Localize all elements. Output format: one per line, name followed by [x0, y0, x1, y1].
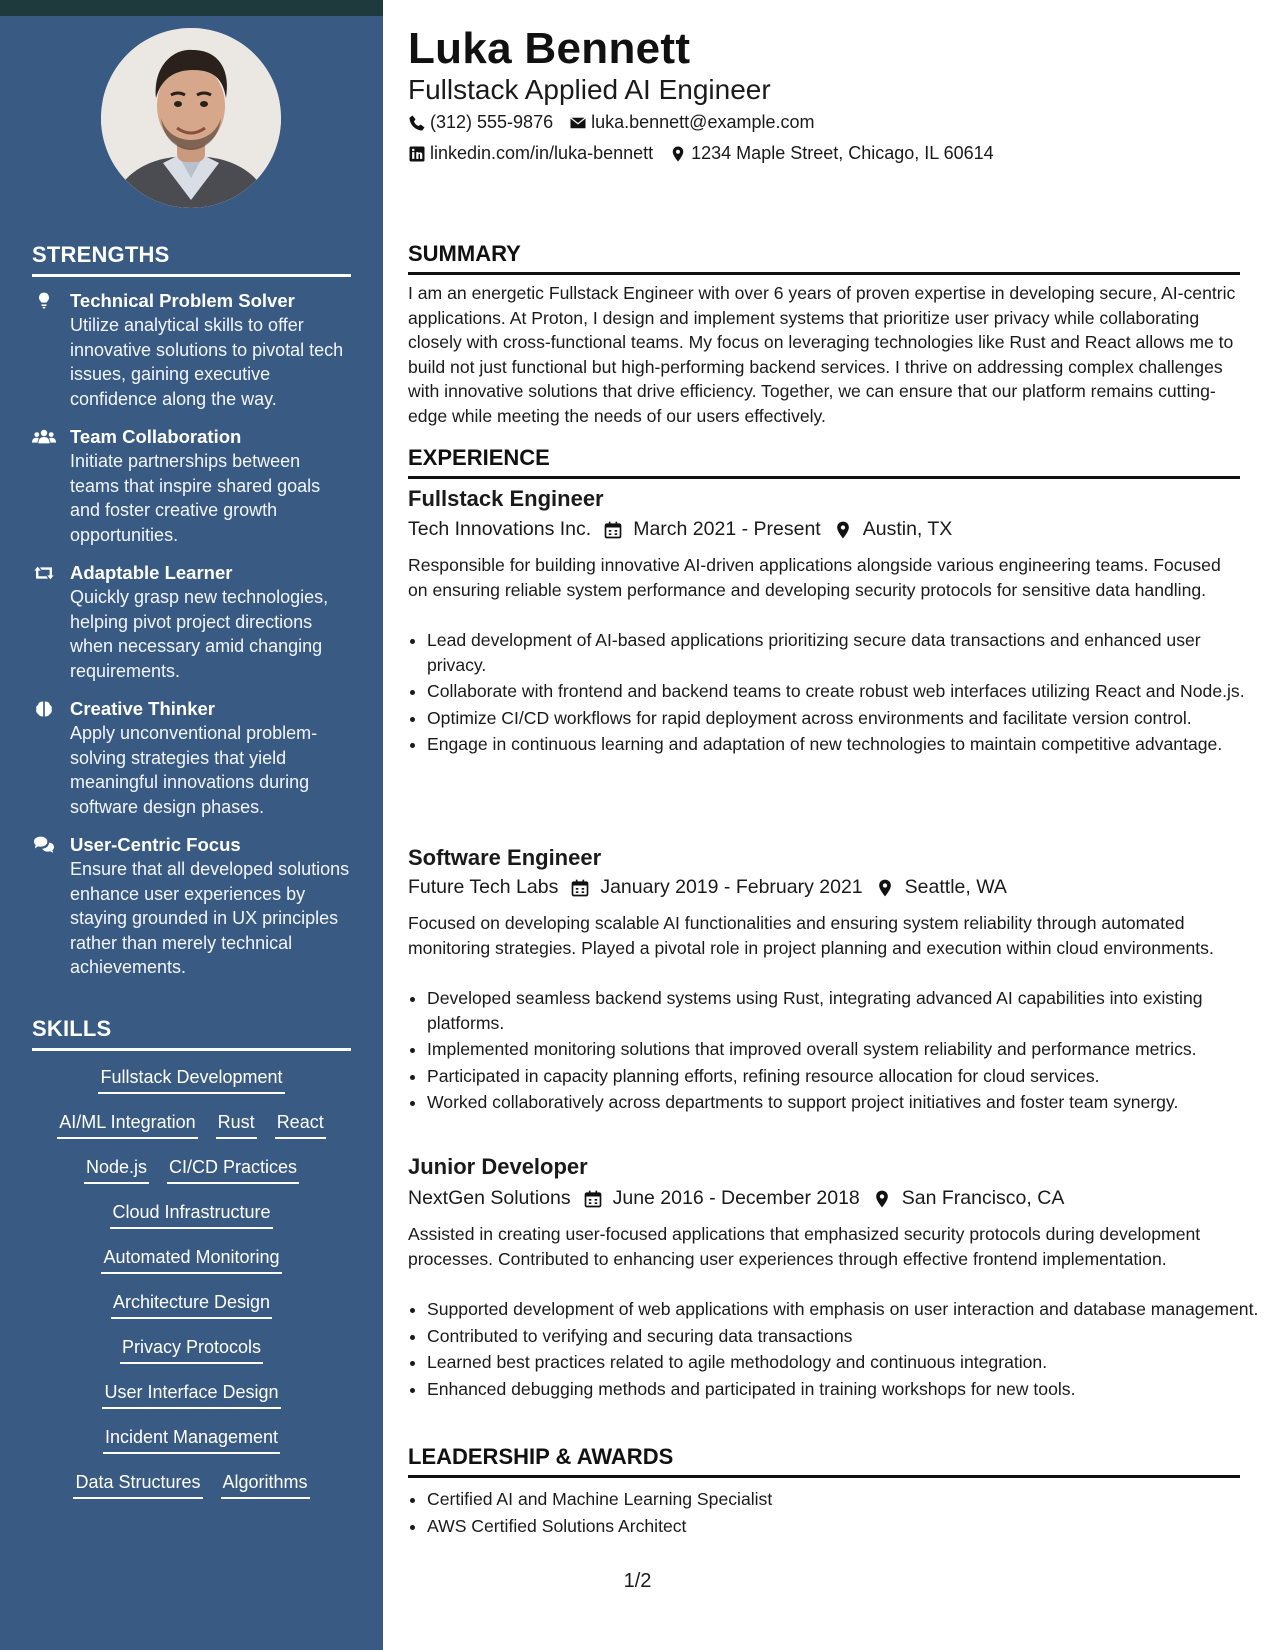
- list-item: • Participated in capacity planning efforts, refining resource allocation for cloud services.: [427, 1064, 1259, 1089]
- strength-title: Adaptable Learner: [70, 562, 233, 583]
- strength-item: [32, 561, 351, 683]
- strengths-section: [32, 242, 351, 980]
- users-icon: [32, 425, 70, 547]
- skill-row: [32, 1110, 351, 1155]
- skill-tag: Node.js: [84, 1155, 149, 1184]
- job-location: Seattle, WA: [904, 876, 1007, 898]
- job-location: San Francisco, CA: [901, 1187, 1065, 1209]
- strength-description: Apply unconventional problem-solving strategies that yield meaningful innovations during software design phases.: [70, 723, 318, 817]
- linkedin-contact[interactable]: [408, 143, 653, 164]
- skill-tag: Rust: [216, 1110, 257, 1139]
- strengths-heading: STRENGTHS: [32, 242, 351, 277]
- strength-title: User-Centric Focus: [70, 834, 241, 855]
- list-item: • Enhanced debugging methods and participated in training workshops for new tools.: [427, 1377, 1259, 1402]
- lightbulb-icon: [32, 289, 70, 411]
- skill-tag: Cloud Infrastructure: [110, 1200, 272, 1229]
- strength-title: Technical Problem Solver: [70, 290, 295, 311]
- awards-heading: LEADERSHIP & AWARDS: [408, 1444, 1240, 1478]
- skill-row: [32, 1245, 351, 1290]
- list-item: • AWS Certified Solutions Architect: [427, 1514, 1259, 1539]
- strength-description: Quickly grasp new technologies, helping pivot project directions when necessary amid changing requirements.: [70, 587, 329, 681]
- skill-row: [32, 1470, 351, 1515]
- skills-heading: SKILLS: [32, 1016, 351, 1051]
- phone-number: (312) 555-9876: [430, 112, 554, 132]
- strength-item: [32, 833, 351, 980]
- candidate-name: Luka Bennett: [408, 24, 691, 73]
- map-marker-icon: [669, 145, 687, 163]
- skill-row: [32, 1380, 351, 1425]
- skills-list: [32, 1065, 351, 1515]
- list-item: • Collaborate with frontend and backend teams to create robust web interfaces utilizing React and Node.js.: [427, 679, 1259, 704]
- profile-photo: [101, 28, 281, 208]
- list-item: • Implemented monitoring solutions that improved overall system reliability and performance metrics.: [427, 1037, 1259, 1062]
- strength-title: Team Collaboration: [70, 426, 242, 447]
- strength-item: [32, 425, 351, 547]
- job-location: Austin, TX: [862, 518, 953, 540]
- calendar-icon: [603, 520, 623, 540]
- list-item: • Learned best practices related to agile methodology and continuous integration.: [427, 1350, 1259, 1375]
- sidebar: [0, 16, 383, 1650]
- job-bullets: [408, 628, 1259, 759]
- strength-description: Ensure that all developed solutions enhance user experiences by staying grounded in UX principles rather than merely technical achievements.: [70, 859, 350, 977]
- job-bullets: [408, 1297, 1259, 1403]
- strength-description: Initiate partnerships between teams that inspire shared goals and foster creative growth opportunities.: [70, 451, 321, 545]
- strength-item: [32, 697, 351, 819]
- linkedin-icon: [408, 145, 426, 163]
- contact-row: [408, 112, 815, 133]
- skill-tag: Incident Management: [103, 1425, 280, 1454]
- skill-tag: CI/CD Practices: [167, 1155, 299, 1184]
- skill-row: [32, 1425, 351, 1470]
- map-marker-icon: [872, 1189, 892, 1209]
- skill-row: [32, 1335, 351, 1380]
- job-dates: January 2019 - February 2021: [600, 876, 863, 898]
- contact-row: [408, 143, 994, 164]
- skill-row: [32, 1200, 351, 1245]
- calendar-icon: [583, 1189, 603, 1209]
- job-dates: June 2016 - December 2018: [612, 1187, 860, 1209]
- job-title: Junior Developer: [408, 1154, 588, 1179]
- job-description: Focused on developing scalable AI functionalities and ensuring system reliability through automated monitoring strategies. Played a pivotal role in project planning and execution within cloud environments.: [408, 913, 1214, 958]
- list-item: • Worked collaboratively across departments to support project initiatives and foster team synergy.: [427, 1090, 1259, 1115]
- summary-text: I am an energetic Fullstack Engineer with over 6 years of proven expertise in developing secure, AI-centric applications. At Proton, I design and implement systems that prioritize user privacy while collaborating closely with cross-functional teams. My focus on leveraging technologies like Rust and React allows me to build not just functional but high-performing backend services. I thrive on addressing complex challenges with innovative solutions that drive efficiency. Together, we can ensure that our platform remains cutting-edge while meeting the needs of our users effectively.: [408, 283, 1236, 426]
- candidate-role: Fullstack Applied AI Engineer: [408, 74, 771, 105]
- calendar-icon: [570, 878, 590, 898]
- skill-tag: React: [275, 1110, 326, 1139]
- address-contact: [669, 143, 994, 164]
- page-indicator: 1/2: [623, 1570, 652, 1592]
- experience-heading: EXPERIENCE: [408, 445, 1240, 479]
- portrait-photo: [101, 28, 281, 208]
- sidebar-top-band: [0, 0, 383, 16]
- retweet-icon: [32, 561, 70, 683]
- strength-description: Utilize analytical skills to offer innovative solutions to pivotal tech issues, gaining executive confidence along the way.: [70, 315, 344, 409]
- skill-row: [32, 1290, 351, 1335]
- job-meta: [408, 518, 952, 541]
- skill-row: [32, 1155, 351, 1200]
- list-item: • Lead development of AI-based applications prioritizing secure data transactions and enhanced user privacy.: [427, 628, 1259, 677]
- skills-section: [32, 1016, 351, 1515]
- job-description: Assisted in creating user-focused applications that emphasized security protocols during development processes. Contributed to enhancing user experiences through effective frontend implementation.: [408, 1224, 1201, 1269]
- company-name: Future Tech Labs: [408, 876, 559, 898]
- list-item: • Developed seamless backend systems using Rust, integrating advanced AI capabilities into existing platforms.: [427, 986, 1259, 1035]
- skill-tag: Privacy Protocols: [120, 1335, 263, 1364]
- job-title: Fullstack Engineer: [408, 486, 604, 511]
- skill-tag: AI/ML Integration: [57, 1110, 197, 1139]
- company-name: NextGen Solutions: [408, 1187, 571, 1209]
- list-item: • Contributed to verifying and securing data transactions: [427, 1324, 1259, 1349]
- job-meta: [408, 876, 1007, 899]
- job-dates: March 2021 - Present: [633, 518, 821, 540]
- job-description: Responsible for building innovative AI-driven applications alongside various engineering teams. Focused on ensuring reliable system performance and developing security protocols for sensitive data handling.: [408, 555, 1221, 600]
- skill-tag: Automated Monitoring: [101, 1245, 281, 1274]
- skill-tag: Data Structures: [73, 1470, 202, 1499]
- strength-item: [32, 289, 351, 411]
- email-address: luka.bennett@example.com: [591, 112, 815, 132]
- skill-tag: Architecture Design: [111, 1290, 272, 1319]
- list-item: • Supported development of web applications with emphasis on user interaction and database management.: [427, 1297, 1259, 1322]
- job-meta: [408, 1187, 1064, 1210]
- skill-row: [32, 1065, 351, 1110]
- list-item: • Certified AI and Machine Learning Specialist: [427, 1487, 1259, 1512]
- strength-title: Creative Thinker: [70, 698, 215, 719]
- company-name: Tech Innovations Inc.: [408, 518, 592, 540]
- map-marker-icon: [833, 520, 853, 540]
- job-title: Software Engineer: [408, 845, 602, 870]
- skill-tag: Fullstack Development: [98, 1065, 284, 1094]
- street-address: 1234 Maple Street, Chicago, IL 60614: [691, 143, 994, 163]
- job-bullets: [408, 986, 1259, 1117]
- phone-contact[interactable]: [408, 112, 553, 133]
- list-item: • Engage in continuous learning and adaptation of new technologies to maintain competitive advantage.: [427, 732, 1259, 757]
- linkedin-url: linkedin.com/in/luka-bennett: [430, 143, 654, 163]
- map-marker-icon: [875, 878, 895, 898]
- comments-icon: [32, 833, 70, 980]
- email-contact[interactable]: [569, 112, 814, 133]
- awards-list: [408, 1487, 1259, 1540]
- envelope-icon: [569, 114, 587, 132]
- summary-heading: SUMMARY: [408, 241, 1240, 275]
- brain-icon: [32, 697, 70, 819]
- skill-tag: Algorithms: [221, 1470, 310, 1499]
- skill-tag: User Interface Design: [102, 1380, 280, 1409]
- phone-icon: [408, 114, 426, 132]
- list-item: • Optimize CI/CD workflows for rapid deployment across environments and facilitate version control.: [427, 706, 1259, 731]
